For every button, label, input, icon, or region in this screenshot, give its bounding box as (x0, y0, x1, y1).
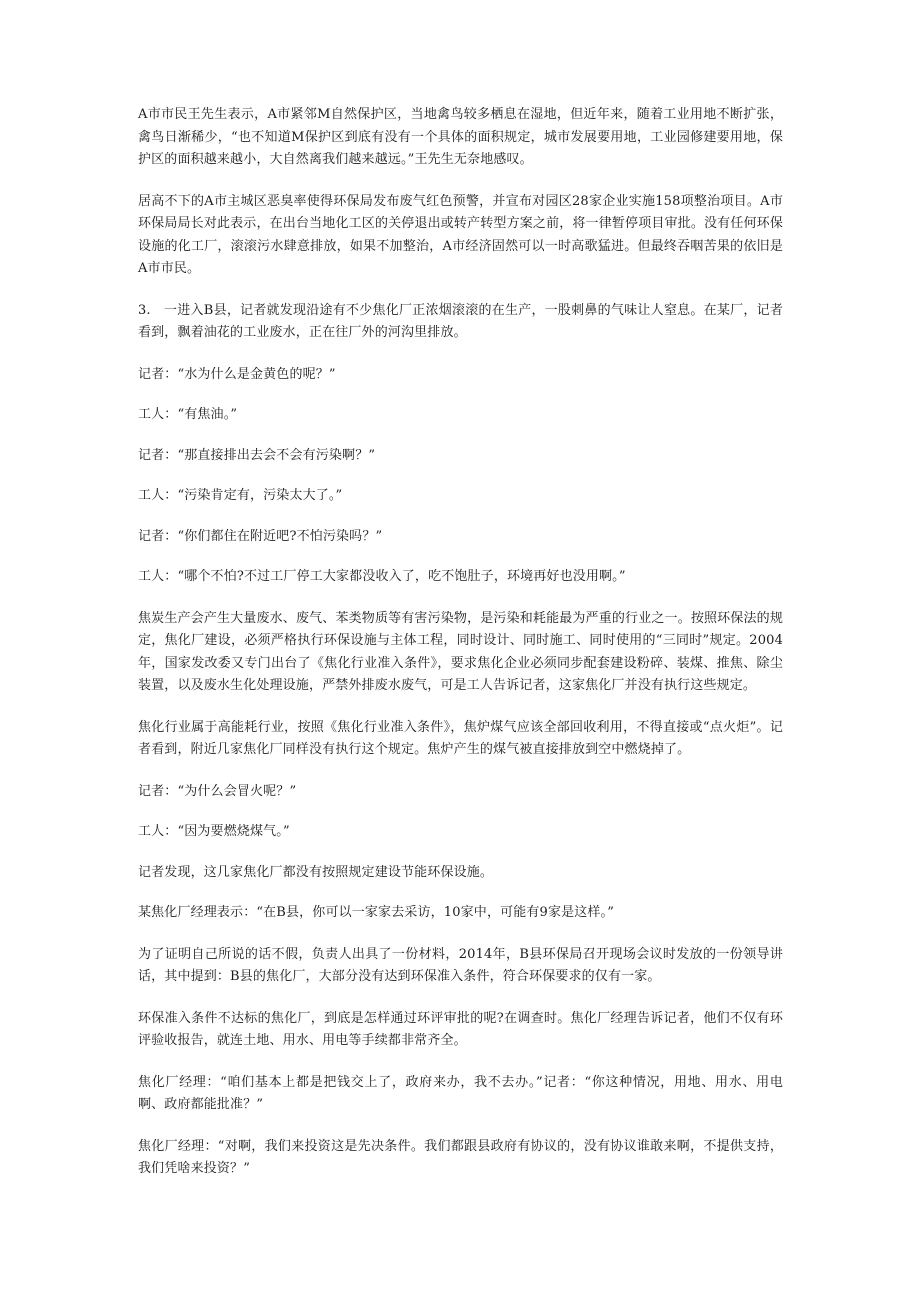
dialogue-line: 工人：“因为要燃烧煤气。” (138, 824, 290, 839)
dialogue-line: 焦化厂经理：“对啊，我们来投资这是先决条件。我们都跟县政府有协议的，没有协议谁敢来啊，不提供支持，我们凭啥来投资？” (138, 1138, 783, 1176)
paragraph-reporter-finding: 记者发现，这几家焦化厂都没有按照规定建设节能环保设施。 (138, 864, 494, 880)
paragraph-evidence-material: 为了证明自己所说的话不假，负责人出具了一份材料，2014年，B县环保局召开现场会议时发放的一份领导讲话，其中提到：B县的焦化厂，大部分没有达到环保准入条件，符合环保要求的仅有一家。 (138, 946, 783, 984)
paragraph-a-city-wetland: A市市民王先生表示，A市紧邻M自然保护区，当地禽鸟较多栖息在湿地，但近年来，随着工业用地不断扩张，禽鸟日渐稀少，“也不知道M保护区到底有没有一个具体的面积规定，城市发展要用地，工业园修建要用地，保护区的面积越来越小，大自然离我们越来越远。”王先生无奈地感叹。 (138, 107, 783, 167)
dialogue-line: 工人：“哪个不怕?不过工厂停工大家都没收入了，吃不饱肚子，环境再好也没用啊。” (138, 569, 626, 584)
dialogue-line: 记者：“水为什么是金黄色的呢？” (138, 366, 336, 382)
paragraph-coking-regulations: 焦炭生产会产生大量废水、废气、苯类物质等有害污染物，是污染和耗能最为严重的行业之一。按照环保法的规定，焦化厂建设，必须严格执行环保设施与主体工程，同时设计、同时施工、同时使用的“三同时”规定。2004年，国家发改委又专门出台了《焦化行业准入条件》，要求焦化企业必须同步配套建设粉碎、装煤、推焦、除尘装置，以及废水生化处理设施，严禁外排废水废气，可是工人告诉记者，这家焦化厂并没有执行这些规定。 (138, 610, 783, 693)
dialogue-line: 记者：“那直接排出去会不会有污染啊？” (138, 447, 376, 463)
dialogue-line: 工人：“有焦油。” (138, 407, 238, 422)
dialogue-line: 焦化厂经理：“咱们基本上都是把钱交上了，政府来办，我不去办。”记者：“你这种情况，用地、用水、用电啊、政府都能批准？” (138, 1074, 783, 1112)
dialogue-line: 记者：“你们都住在附近吧?不怕污染吗？” (138, 528, 383, 544)
dialogue-line: 工人：“污染肯定有，污染太大了。” (138, 488, 343, 503)
paragraph-a-city-pollution-warning: 居高不下的A市主城区恶臭率使得环保局发布废气红色预警，并宣布对园区28家企业实施158项整治项目。A市环保局局长对此表示，在出台当地化工区的关停退出或转产转型方案之前，将一律暂停项目审批。没有任何环保设施的化工厂，滚滚污水肆意排放，如果不加整治，A市经济固然可以一时高歌猛进。但最终吞咽苦果的依旧是A市市民。 (138, 193, 783, 276)
paragraph-b-county-intro: 3. 一进入B县，记者就发现沿途有不少焦化厂正浓烟滚滚的在生产，一股刺鼻的气味让人窒息。在某厂，记者看到，飘着油花的工业废水，正在往厂外的河沟里排放。 (138, 302, 783, 340)
paragraph-manager-statement: 某焦化厂经理表示：“在B县，你可以一家家去采访，10家中，可能有9家是这样。” (138, 905, 615, 920)
document-body (138, 104, 783, 1200)
paragraph-coking-energy: 焦化行业属于高能耗行业，按照《焦化行业准入条件》，焦炉煤气应该全部回收利用，不得直接或“点火炬”。记者看到，附近几家焦化厂同样没有执行这个规定。焦炉产生的煤气被直接排放到空中燃烧掉了。 (138, 719, 783, 757)
paragraph-approval-question: 环保准入条件不达标的焦化厂，到底是怎样通过环评审批的呢?在调查时。焦化厂经理告诉记者，他们不仅有环评验收报告，就连土地、用水、用电等手续都非常齐全。 (138, 1010, 783, 1048)
dialogue-line: 记者：“为什么会冒火呢？” (138, 783, 297, 799)
